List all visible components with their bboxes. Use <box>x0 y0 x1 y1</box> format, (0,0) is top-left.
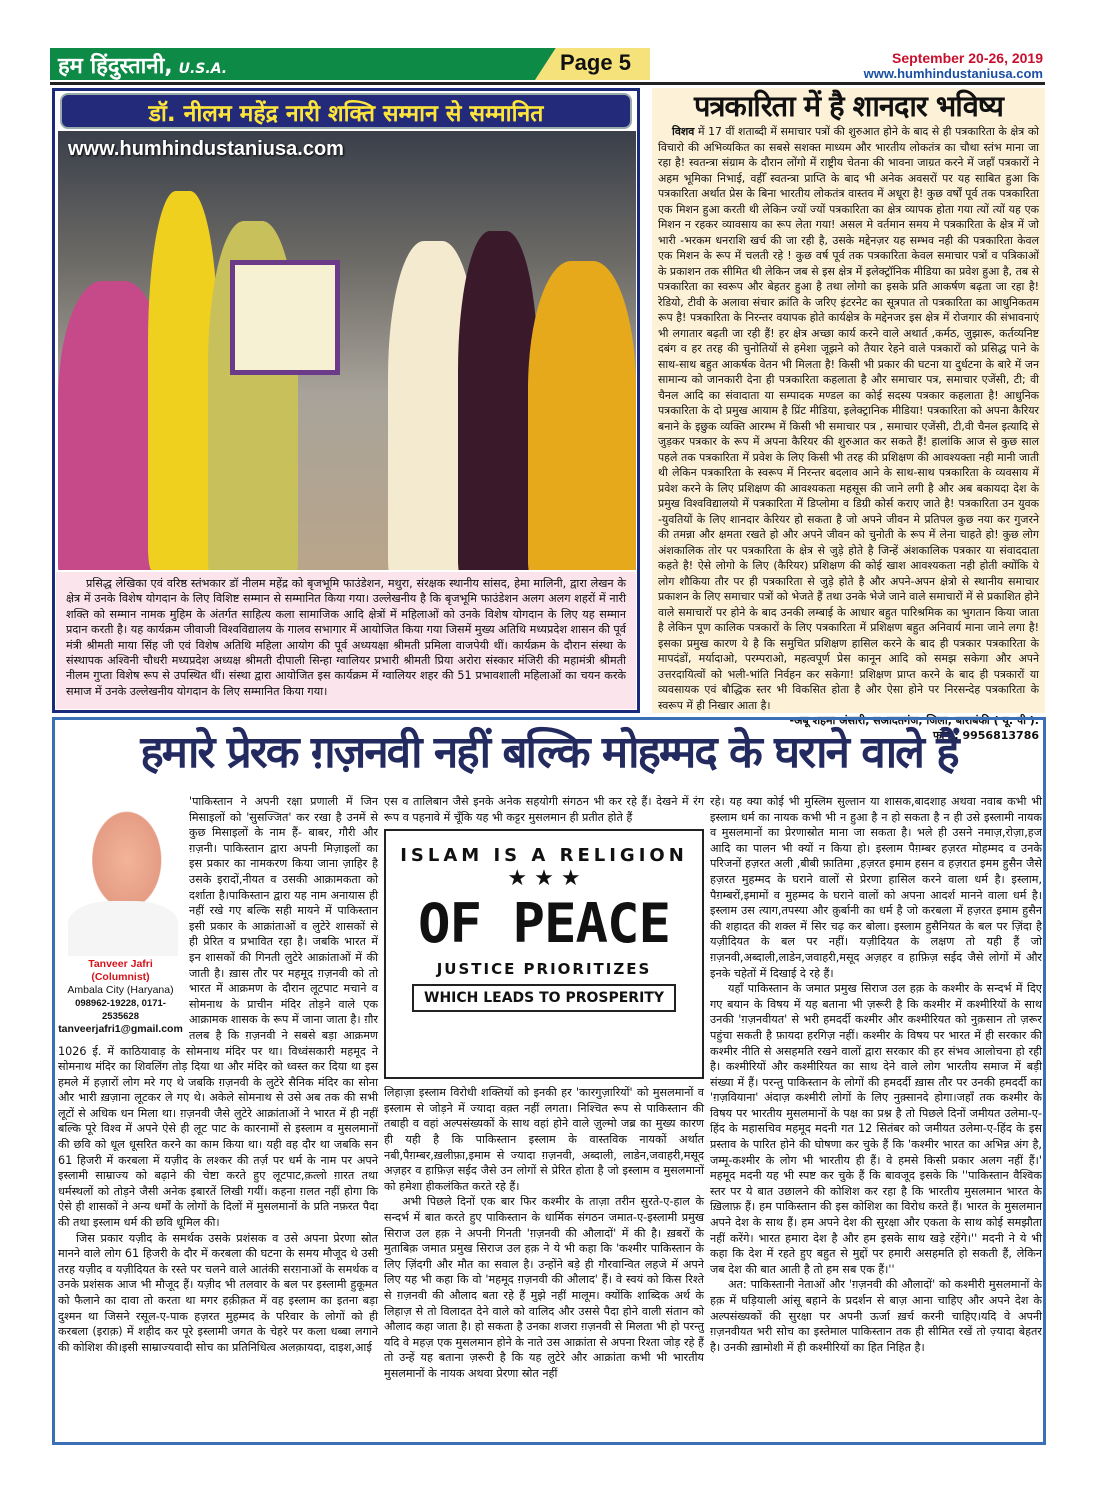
paper-name-text: हम हिंदुस्तानी, <box>58 54 173 79</box>
paragraph: एस व तालिबान जैसे इनके अनेक सहयोगी संगठन भी कर रहे हैं। देखने में रंग रूप व पहनावे में चूँकि यह भी कट्टर मुसलमान ही प्रतीत होते हैं <box>384 795 704 824</box>
paragraph: अभी पिछले दिनों एक बार फिर कश्मीर के ताज़ा तरीन सुरते-ए-हाल के सन्दर्भ में बात करते हुए पाकिस्तान के धार्मिक संगठन जमात-ए-इस्लामी प्रमुख सिराज उल हक़ ने अपनी गिनती 'ग़ज़नवी की औलादों' में की है। ख़बरों के मुताबिक़ जमात प्रमुख सिराज उल हक़ ने ये भी कहा कि 'कश्मीर पाकिस्तान के लिए ज़िंदगी और मौत का सवाल है। उन्होंने बड़े ही गौरवान्वित लहजे में अपने लिए यह भी कहा कि वो 'महमूद ग़ज़नवी की औलाद' हैं। वे स्वयं को किस रिश्ते से ग़ज़नवी की औलाद बता रहे हैं मुझे नहीं मालूम। क्योंकि शाब्दिक अर्थ के लिहाज़ से तो विलादत देने वाले को वालिद और उससे पैदा होने वाली संतान को औलाद कहा जाता है। हो सकता है उनका शजरा ग़ज़नवी से मिलता भी हो परन्तु यदि वे महज़ एक मुसलमान होने के नाते उस आक्रांता से अपना रिश्ता जोड़ रहे हैं तो उन्हें यह बताना ज़रूरी है कि यह लुटेरे और आक्रांता कभी भी भारतीय मुसलमानों के नायक अथवा प्रेरणा स्रोत नहीं <box>384 1195 704 1380</box>
story-award-title: डॉ. नीलम महेंद्र नारी शक्ति सम्मान से सम्मानित <box>148 101 544 127</box>
article-column-1 <box>58 794 378 1355</box>
paragraph: लिहाज़ा इस्लाम विरोधी शक्तियों को इनकी हर 'कारगुज़ारियों' को मुसलमानों व इस्लाम से जोड़ने में ज्यादा वक़्त नहीं लगता। निश्चित रूप से पाकिस्तान की तबाही व वहां अल्पसंख्यकों के साथ वहां होने वाले ज़ुल्मो जब्र का मुख्य कारण ही यही है कि पाकिस्तान इस्लाम के वास्तविक नायकों अर्थात नबी,पैग़म्बर,ख़लीफ़ा,इमाम से ज्यादा ग़ज़नवी, अब्दाली, लाडेन,जवाहरी,मसूद अज़हर व हाफ़िज़ सईद जैसे उन लोगों से प्रेरित होता है जो इस्लाम व मुसलमानों को हमेशा हीकलंकित करते रहे हैं। <box>384 1086 704 1193</box>
opinion-headline: हमारे प्रेरक ग़ज़नवी नहीं बल्कि मोहम्मद के घराने वाले हैं <box>140 727 958 778</box>
article-body <box>658 124 1039 713</box>
graphic-sub-text: JUSTICE PRIORITIZES <box>436 960 652 979</box>
website-link[interactable]: www.humhindustaniusa.com <box>863 66 1043 81</box>
author-email[interactable]: tanveerjafri1@gmail.com <box>58 1023 183 1035</box>
islam-peace-graphic <box>384 829 704 1079</box>
graphic-main-text: OF PEACE <box>417 892 671 956</box>
lead-word: विशव <box>672 125 695 138</box>
page-number: Page 5 <box>560 50 631 75</box>
paragraph: रहे। यह क्या कोई भी मुस्लिम सुल्तान या शासक,बादशाह अथवा नवाब कभी भी इस्लाम धर्म का नायक कभी भी न हुआ है न हो सकता है न ही उसे इस्लामी नायक व मुसलमानों का प्रेरणास्रोत माना जा सकता है। भले ही उसने नमाज़,रोज़ा,हज आदि का पालन भी क्यों न किया हो। इस्लाम पैग़म्बर हज़रत मोहम्मद व उनके परिजनों हज़रत अली ,बीबी फ़ातिमा ,हज़रत इमाम हसन व हज़रात इमम हुसैन जैसे हज़रत मुहम्मद के घराने वालों से प्रेरणा हासिल करने वाला धर्म है। इस्लाम, पैग़म्बरों,इमामों व मुहम्मद के घराने वालों को अपना आदर्श मानने वाला धर्म है।इस्लाम उस त्याग,तपस्या और क़ुर्बानी का धर्म है जो करबला में हज़रत इमाम हुसैन की शहादत की शक्ल में सिर चढ़ कर बोला। इस्लाम हुसैनियत के बल पर ज़िंदा है यज़ीदियत के बल पर नहीं। यज़ीदियत के लक्षण तो यही हैं जो ग़ज़नवी,अब्दाली,लाडेन,जवाहरी,मसूद अज़हर व हाफ़िज़ सईद जैसे लोगों में और इनके चहेतों में दिखाई दे रहे हैं। <box>710 795 1042 980</box>
journalism-article <box>652 88 1045 742</box>
paragraph: अत: पाकिस्तानी नेताओं और 'ग़ज़नवी की औलादों' को कश्मीरी मुसलमानों के हक़ में घड़ियाली आंसू बहाने के प्रदर्शन से बाज़ आना चाहिए और अपने देश के अल्पसंख्यकों की सुरक्षा पर अपनी ऊर्जा ख़र्च करनी चाहिए।यदि वे अपनी ग़ज़नवीयत भरी सोच का इस्तेमाल पाकिस्तान तक ही सीमित रखें तो ज़्यादा बेहतर है। उनकी ख़ामोशी में ही कश्मीरियों का हित निहित है। <box>710 1278 1042 1354</box>
photo-figure <box>458 231 538 570</box>
article-column-3 <box>710 794 1042 1355</box>
graphic-top-text: ISLAM IS A RELIGION <box>400 845 688 867</box>
certificate <box>230 260 340 375</box>
author-photo <box>58 796 183 956</box>
paragraph: यहाँ पाकिस्तान के जमात प्रमुख सिराज उल हक़ के कश्मीर के सन्दर्भ में दिए गए बयान के विषय में यह बताना भी ज़रूरी है कि कश्मीर में कश्मीरियों के साथ उनकी 'ग़ज़नवीयत' से भरी हमदर्दी कश्मीर और कश्मीरियत को नुक़सान तो ज़रूर पहुंचा सकती है फ़ायदा हरगिज़ नहीं। कश्मीर के विषय पर भारत में ही सरकार की कश्मीर नीति से असहमति रखने वालों द्वारा सरकार की हर संभव आलोचना हो रही है। कश्मीरियों और कश्मीरियत का साथ देने वाले लोग भारतीय समाज में बड़ी संख्या में हैं। परन्तु पाकिस्तान के लोगों की हमदर्दी ख़ास तौर पर उनकी हमदर्दी का 'ग़ज़वियाना' अंदाज़ कश्मीरी लोगों के लिए नुक़्सानदे होगा।जहाँ तक कश्मीर के विषय पर भारतीय मुसलमानों के पक्ष का प्रश्न है तो पिछले दिनों जमीयत उलेमा-ए-हिंद के महासचिव महमूद मदनी गत 12 सितंबर को जमीयत उलेमा-ए-हिंद के इस प्रस्ताव के पारित होने की घोषणा कर चुके हैं कि 'कश्मीर भारत का अभिन्न अंग है, जम्मू-कश्मीर के लोग भी भारतीय ही हैं। वे हमसे किसी प्रकार अलग नहीं हैं।' महमूद मदनी यह भी स्पष्ट कर चुके हैं कि बावजूद इसके कि ''पाकिस्तान वैश्विक स्तर पर ये बात उछालने की कोशिश कर रहा है कि भारतीय मुसलमान भारत के ख़िलाफ़ हैं। हम पाकिस्तान की इस कोशिश का विरोध करते हैं। भारत के मुसलमान अपने देश के साथ हैं। हम अपने देश की सुरक्षा और एकता के साथ कोई समझौता नहीं करेंगे। भारत हमारा देश है और हम इसके साथ खड़े रहेंगे।'' मदनी ने ये भी कहा कि देश में रहते हुए बहुत से मुद्दों पर हमारी असहमति हो सकती हैं, लेकिन जब देश की बात आती है तो हम सब एक हैं।'' <box>710 982 1042 1276</box>
author-name: Tanveer Jafri (Columnist) <box>88 958 153 983</box>
author-caption <box>58 958 183 1036</box>
paper-suffix: U.S.A. <box>178 61 228 77</box>
star-icons: ★ ★ ★ <box>507 866 581 892</box>
article-phone: फोन : 9956813786 <box>932 729 1039 742</box>
article-title: पत्रकारिता में है शानदार भविष्य <box>693 89 1004 123</box>
header-divider <box>50 82 1045 85</box>
article-column-2 <box>384 794 704 1381</box>
paragraph: जिस प्रकार यज़ीद के समर्थक उसके प्रशंसक व उसे अपना प्रेरणा स्रोत मानने वाले लोग 61 हिजरी के दौर में करबला की घटना के समय मौजूद थे उसी तरह यज़ीद व यज़ीदियत के रस्ते पर चलने वाले आतंकी सरग़नाओं के समर्थक व उनके प्रशंसक आज भी मौजूद हैं। यज़ीद भी तलवार के बल पर इस्लामी हुकूमत को फैलाने का दावा तो करता था मगर हक़ीक़त में वह इस्लाम का इतना बड़ा दुश्मन था जिसने रसूल-ए-पाक हज़रत मुहम्मद के परिवार के लोगों को ही करबला (इराक़) में शहीद कर पूरे इस्लामी जगत के चेहरे पर कला धब्बा लगाने की कोशिश की।इसी साम्राज्यवादी सोच का प्रतिनिधित्व अलक़ायदा, दाइश,आई <box>58 1231 378 1354</box>
newspaper-name <box>58 50 227 80</box>
photo-watermark: www.humhindustaniusa.com <box>68 138 344 160</box>
graphic-ribbon-text: WHICH LEADS TO PROSPERITY <box>412 984 676 1012</box>
article-signature: -अबू शहमा अंसारी, सआदतगंज, जिला, बाराबंकी ( यू. पी ). <box>789 714 1039 727</box>
issue-date: September 20-26, 2019 <box>892 50 1043 66</box>
article-text: में 17 वीं शताब्दी में समाचार पत्रों की शुरुआत होने के बाद से ही पत्रकारिता के क्षेत्र को विचारो की अभिव्यकित का सबसे सशक्त माध्यम और भारतीय लोकतंत्र का चौथा स्तंभ माना जा रहा है! स्वतन्त्रा संग्राम के दौरान लोंगो में राष्ट्रीय चेतना की भावना जाग्रत करने में जहाँ पत्रकारों ने अहम भूमिका निभाई, वहीँ स्वतन्त्रा प्राप्ति के बाद भी अनेक अवसरों पर यह साबित हुआ कि पत्रकारिता अर्थात प्रेस के बिना भारतीय लोकतंत्र वास्तव में अधूरा है! कुछ वर्षों पूर्व तक पत्रकारिता एक मिशन हुआ करती थी लेकिन ज्यों ज्यों पत्रकारिता का क्षेत्र व्यापक होता गया त्यों त्यों यह एक मिशन न रहकर व्यावसाय का रूप लेता गया! असल मे वर्तमान समय मे पत्रकारिता के क्षेत्र में जो भारी -भरकम धनराशि खर्च की जा रही है, उसके मद्देनज़र यह सम्भव नही की पत्रकारिता केवल एक मिशन के रूप में चलती रहे ! कुछ वर्ष पूर्व तक पत्रकारिता केवल समाचार पत्रों व पत्रिकाओं के प्रकाशन तक सीमित थी लेकिन जब से इस क्षेत्र में इलेक्ट्रॉनिक मीडिया का प्रवेश हुआ है, तब से पत्रकारिता का स्वरूप और बेहतर हुआ है तथा लोगो का इसके प्रति आकर्षण बढ़ता जा रहा है! रेडियो, टीवी के अलावा संचार क्रांति के जरिए इंटरनेट का सूत्रपात तो पत्रकारिता का आधुनिकतम रूप है! पत्रकारिता के निरन्तर वयापक होते कार्यक्षेत्र के मद्देनजर इस क्षेत्र में रोजगार की संभावनाएं भी लगातार बढ़ती जा रही हैं! हर क्षेत्र अच्छा कार्य करने वाले अथार्त ,कर्मठ, जुझारू, कर्तव्यनिष्ट दबंग व हर तरह की चुनोतियों से हमेशा जूझने को तैयार रेहने वाले पत्रकारों को प्रसिद्ध पाने के साथ-साथ बहुत आकर्षक वेतन भी मिलता है! किसी भी प्रकार की घटना या दुर्धटना के बारे में जन सामान्य को जानकारी देना ही पत्रकारिता कहलाता है और समाचार पत्र, समाचार एजेंसी, टी; वी चैनल आदि का संवादाता या सम्पादक मण्डल का कोई सदस्य पत्रकार कहलाता है! आधुनिक पत्रकारिता के दो प्रमुख आयाम है प्रिंट मीडिया, इलेक्ट्रानिक मीडिया! पत्रकारिता को अपना कैरियर बनाने के इछुक व्यक्ति आरम्भ में किसी भी समाचार पत्र , समाचार एजेंसी, टी,वी चैनल इत्यादि से जुड़कर पत्रकार के रूप में अपना कैरियर की शुरुआत कर सकते हैं! हालांकि आज से कुछ साल पहले तक पत्रकारिता में प्रवेश के लिए किसी भी तरह की प्रशिक्षण की आवश्यक्ता नही मानी जाती थी लेकिन पत्रकारिता के स्वरूप में निरन्तर बदलाव आने के साथ-साथ पत्रकारिता के व्यवसाय में प्रवेश करने के लिए प्रशिक्षण की आवश्यकता महसूस की जाने लगी है और अब बकायदा देश के प्रमुख विश्वविद्यालयो में पत्रकारिता में डिप्लोमा व डिग्री कोर्स कराए जाते है! पत्रकारिता उन युवक -युवतियों के लिए शानदार केरियर हो सकता है जो अपने जीवन मे प्रतिपल कुछ नया कर गुजरने की तमन्ना और क्षमता रखते हो और अपने जीवन को चुनोती के रूप में लेना चाहते हो! कुछ लोग अंशकालिक तोर पर पत्रकारिता के क्षेत्र से जुड़े होते है जिन्हें अंशकालिक पत्रकार या संवाददाता कहते है! ऐसे लोगो के लिए (कैरियर) प्रशिक्षण की कोई खाश आवश्यकता नही होती क्योंकि ये लोग शौकिया तौर पर ही पत्रकारिता से जुड़े होते है और अपने-अपन क्षेत्रो से स्थानीय समाचार प्रकाशन के लिए समाचार पत्रों को भेजते हैं तथा उनके भेजे जाने वाले समाचारों में से प्रकाशित होने वाले समाचारों पर होने के बाद उनकी लम्बाई के आधार बहुत पारिश्रमिक का भुगतान किया जाता है लेकिन पूण कालिक पत्रकारों के लिए पत्रकारिता में प्रशिक्षण बहुत अनिवार्य माना जाने लगा है! इसका प्रमुख कारण ये है कि समुचित प्रशिक्षण हासिल करने के बाद ही पत्रकार पत्रकारिता के मापदंडों, मर्यादाओ, परम्पराओ, महत्वपूर्ण प्रेस कानून आदि को समझ सकेगा और अपने उत्तरदायित्वों को भली-भांति निर्वहन कर सकेगा! प्रशिक्षण प्राप्त करने के बाद ही पत्रकारों या व्यवसायक एवं बौद्धिक स्तर भी विकसित होता है और ऐसा होने पर निरसन्देह पत्रकारिता के स्वरूप में ही निखार आता है। <box>658 125 1039 712</box>
author-city: Ambala City (Haryana) <box>67 984 174 996</box>
author-box <box>58 796 183 1036</box>
photo-caption: प्रसिद्ध लेखिका एवं वरिष्ठ स्तंभकार डॉ नीलम महेंद्र को बृजभूमि फाउंडेशन, मथुरा, संरक्षक स्थानीय सांसद, हेमा मालिनी, द्वारा लेखन के क्षेत्र में उनके विशेष योगदान के लिए विशिष्ट सम्मान से सम्मानित किया गया। उल्लेखनीय है कि बृजभूमि फाउंडेशन अलग अलग शहरों में नारी शक्ति को सम्मान नामक मुहिम के अंतर्गत साहित्य कला सामाजिक आदि क्षेत्रों में महिलाओं को उनके विशेष योगदान के लिए यह सम्मान प्रदान करती है। यह कार्यक्रम जीवाजी विश्वविद्यालय के गालव सभागार में आयोजित किया गया जिसमें मुख्य अतिथि मध्यप्रदेश शासन की पूर्व मंत्री श्रीमती माया सिंह जी एवं विशेष अतिथि महिला आयोग की पूर्व अध्ययक्षा श्रीमती प्रमिला वाजपेयी थीं। कार्यक्रम के दौरान संस्था के संस्थापक अश्विनी चौधरी मध्यप्रदेश अध्यक्ष श्रीमती दीपाली सिन्हा ग्वालियर प्रभारी श्रीमती प्रिया अरोरा संस्कार मंजिरी की महामंत्री श्रीमती नीलम गुप्ता विशेष रूप से उपस्थित थीं। संस्था द्वारा आयोजित इस कार्यक्रम में ग्वालियर शहर की 51 प्रभावशाली महिलाओं का चयन करके समाज में उनके उल्लेखनीय योगदान के लिए सम्मानित किया गया। <box>56 572 636 709</box>
author-phones: 098962-19228, 0171-2535628 <box>75 998 166 1022</box>
paragraph: 'पाकिस्तान ने अपनी रक्षा प्रणाली में जिन मिसाइलों को 'सुसज्जित' कर रखा है उनमें से कुछ मिसाइलों के नाम हैं- बाबर, गौरी और ग़ज़नी। पाकिस्तान द्वारा अपनी मिज़ाइलों का इस प्रकार का नामकरण किया जाना ज़ाहिर है उसके इरादों,नीयत व उसकी आक्रामकता को दर्शाता है।पाकिस्तान द्वारा यह नाम अनायास ही नहीं रखे गए बल्कि सही मायने में पाकिस्तान इसी प्रकार के आक्रांताओं व लुटेरे शासकों से ही प्रेरित व प्रभावित रहा है। जबकि भारत में इन शासकों की गिनती लुटेरे आक्रांताओं में की जाती है। ख़ास तौर पर महमूद ग़ज़नवी को तो भारत में आक्रमण के दौरान लूटपाट मचाने व सोमनाथ के प्राचीन मंदिर तोड़ने वाले एक आक्रामक शासक के रूप में जाना जाता है। ग़ौर तलब है कि ग़ज़नवी ने सबसे बड़ा आक्रमण 1026 ई. में काठियावाड़ के सोमनाथ मंदिर पर था। विध्वंसकारी महमूद ने सोमनाथ मंदिर का शिवलिंग तोड़ दिया था और मंदिर को ध्वस्त कर दिया था इस हमले में हज़ारों लोग मरे गए थे जबकि ग़ज़नवी के लुटेरे सैनिक मंदिर का सोना और भारी ख़ज़ाना लूटकर ले गए थे। अकेले सोमनाथ से उसे अब तक की सभी लूटों से अधिक धन मिला था। ग़ज़नवी जैसे लुटेरे आक्रांताओं ने भारत में ही नहीं बल्कि पूरे विश्व में अपने ऐसे ही लूट पाट के कारनामों से इस्लाम व मुसलमानों की छवि को धूल धूसरित करने का काम किया था। यही वह दौर था जबकि सन 61 हिजरी में करबला में यज़ीद के लश्कर की तर्ज़ पर धर्म के नाम पर अपने इस्लामी साम्राज्य को बढ़ाने की चेष्टा करते हुए लूटपाट,क़त्लो ग़ारत तथा धर्मस्थलों को तोड़ने जैसी अनेक इबारतें लिखी गयीं। कहना ग़लत नहीं होगा कि ऐसे ही शासकों ने अन्य धर्मों के लोगों के दिलों में मुसलमानों के प्रति नफ़रत पैदा की तथा इस्लाम धर्म की छवि धूमिल की। <box>58 795 378 1230</box>
photo-figure <box>528 261 636 570</box>
award-ceremony-photo <box>58 131 636 570</box>
